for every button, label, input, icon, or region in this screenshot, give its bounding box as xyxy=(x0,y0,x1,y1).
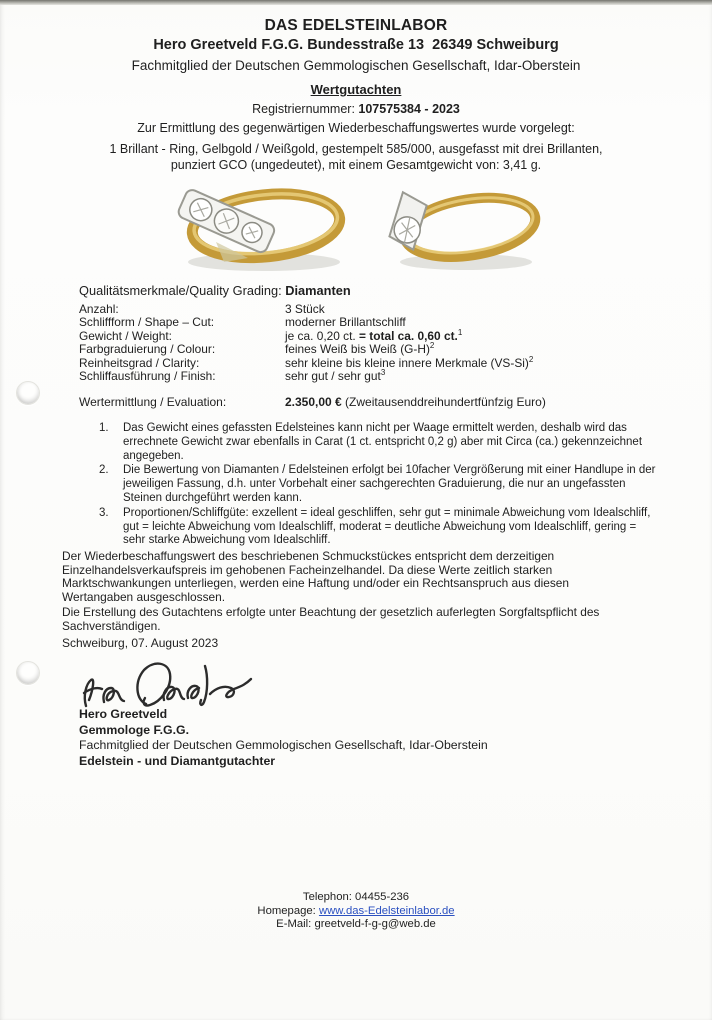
grading-value: feines Weiß bis Weiß $(G-H)^2$ xyxy=(285,341,435,357)
homepage-link[interactable]: www.das-Edelsteinlabor.de xyxy=(318,904,455,917)
grading-label: Anzahl: xyxy=(79,302,119,316)
grading-value: sehr kleine bis kleine innere Merkmale $(VS-Si)^2$ xyxy=(285,354,534,370)
footnote-1 xyxy=(99,422,661,463)
appraisal-intro xyxy=(0,120,712,174)
grading-table xyxy=(79,303,679,383)
footnote-text: Proportionen/Schliffgüte: exzellent = ideal geschliffen, sehr gut = minimale Abweichung vom Idealschliff, gut = leichte Abweichung vom Idealschliff, moderat = deutliche Abweichung vom Idealschliff, gering = sehr starke Abweichung vom Idealschliff. xyxy=(123,506,651,547)
footnote-text: Die Bewertung von Diamanten / Edelsteinen erfolgt bei 10facher Vergrößerung mit einer Handlupe in der jeweiligen Fassung, d.h. unter Vorbehalt einer sachgerechten Graduierung, die nur an ungefassten Steinen durchgeführt werden kann. xyxy=(123,464,656,504)
registration-number: 107575384 - 2023 xyxy=(358,102,460,116)
scan-edge-artifact xyxy=(0,0,712,5)
footnote-3 xyxy=(99,507,661,548)
grading-label: Schliffform / Shape – Cut: xyxy=(79,315,215,330)
registration-number-line xyxy=(0,101,712,118)
ring-photos xyxy=(0,178,712,276)
signatory-role: Edelstein - und Diamantgutachter xyxy=(79,753,276,768)
punch-hole-top xyxy=(16,381,40,405)
grading-value: moderner Brillantschliff xyxy=(285,315,406,330)
footnote-2 xyxy=(99,464,661,505)
footnote-number: 2. xyxy=(99,464,109,477)
grading-value: je ca. 0,20 ct. = total ca. 0,60 ct.$^1$ xyxy=(285,327,463,343)
grading-section-heading xyxy=(79,283,351,298)
footnote-number: 3. xyxy=(99,506,109,519)
grading-label: Farbgraduierung / Colour: xyxy=(79,342,216,357)
item-description-line1: 1 Brillant - Ring, Gelbgold / Weißgold, gestempelt 585/000, ausgefasst mit drei Brillanten, xyxy=(109,141,603,156)
grading-row-schliffausfuehrung xyxy=(79,370,679,383)
lab-address: Hero Greetveld F.G.G. Bundesstraße 13 26349 Schweiburg xyxy=(153,37,559,53)
grading-label: Gewicht / Weight: xyxy=(79,328,172,343)
evaluation-amount-words: (Zweitausenddreihundertfünfzig Euro) xyxy=(341,395,546,409)
evaluation-row xyxy=(79,395,699,409)
grading-heading-value: Diamanten xyxy=(285,283,351,298)
signatory-name: Hero Greetveld xyxy=(79,707,168,721)
grading-row-farbe xyxy=(79,343,679,356)
item-description-line2: punziert GCO (ungedeutet), mit einem Gesamtgewicht von: 3,41 g. xyxy=(170,158,542,172)
evaluation-label: Wertermittlung / Evaluation: xyxy=(79,395,227,409)
grading-label: Schliffausführung / Finish: xyxy=(79,369,216,384)
registration-label: Registriernummer: xyxy=(252,102,359,116)
grading-row-anzahl xyxy=(79,303,679,316)
certificate-header xyxy=(0,16,712,118)
grading-row-schliffform xyxy=(79,316,679,329)
homepage-line xyxy=(0,905,712,919)
grading-value: sehr gut / sehr gut$^3$ xyxy=(285,368,386,384)
purpose-line: Zur Ermittlung des gegenwärtigen Wiederbeschaffungswertes wurde vorgelegt: xyxy=(137,121,575,135)
footnote-text: Das Gewicht eines gefassten Edelsteines kann nicht per Waage ermittelt werden, deshalb wird das errechnete Gewicht zwar ebenfalls in Carat (1 ct. entspricht 0,2 g) aber mit Circa (ca.) gekennzeichnet angegeben. xyxy=(123,422,643,462)
evaluation-amount: 2.350,00 € xyxy=(285,395,342,409)
place-and-date: Schweiburg, 07. August 2023 xyxy=(62,636,219,650)
handwritten-signature xyxy=(72,660,257,712)
footnotes-list xyxy=(99,422,661,549)
lab-membership: Fachmitglied der Deutschen Gemmologischen Gesellschaft, Idar-Oberstein xyxy=(131,58,581,73)
punch-hole-bottom xyxy=(16,661,40,685)
grading-value: 3 Stück xyxy=(285,302,325,316)
signatory-title: Gemmologe F.G.G. xyxy=(79,722,190,737)
footnote-number: 1. xyxy=(99,422,109,434)
ring-photo-right xyxy=(378,186,548,276)
signatory-membership: Fachmitglied der Deutschen Gemmologischen Gesellschaft, Idar-Oberstein xyxy=(79,738,488,753)
grading-label: Reinheitsgrad / Clarity: xyxy=(79,355,200,370)
disclaimer-paragraph-1: Der Wiederbeschaffungswert des beschriebenen Schmuckstückes entspricht dem derzeitigen Einzelhandelsverkaufspreis im gehobenen Facheinzelhandel. Da diese Werte zeitlich starken Marktschwankungen unterliegen, werden eine Haftung und/oder ein Rechtsanspruch aus diesen Wertangaben ausgeschlossen. xyxy=(62,549,569,604)
contact-footer xyxy=(0,891,712,932)
grading-heading-label: Qualitätsmerkmale/Quality Grading: xyxy=(79,283,286,298)
evaluation-value xyxy=(285,395,546,409)
lab-name: DAS EDELSTEINLABOR xyxy=(264,17,448,34)
email-line: E-Mail: greetveld-f-g-g@web.de xyxy=(276,918,436,930)
phone-line: Telephon: 04455-236 xyxy=(302,891,410,903)
document-type-title: Wertgutachten xyxy=(310,82,402,97)
homepage-label: Homepage: xyxy=(257,904,319,917)
ring-photo-left xyxy=(164,180,364,276)
disclaimer-paragraph-2: Die Erstellung des Gutachtens erfolgte unter Beachtung der gesetzlich auferlegten Sorgfaltspflicht des Sachverständigen. xyxy=(62,605,600,633)
signatory-block xyxy=(79,707,488,769)
